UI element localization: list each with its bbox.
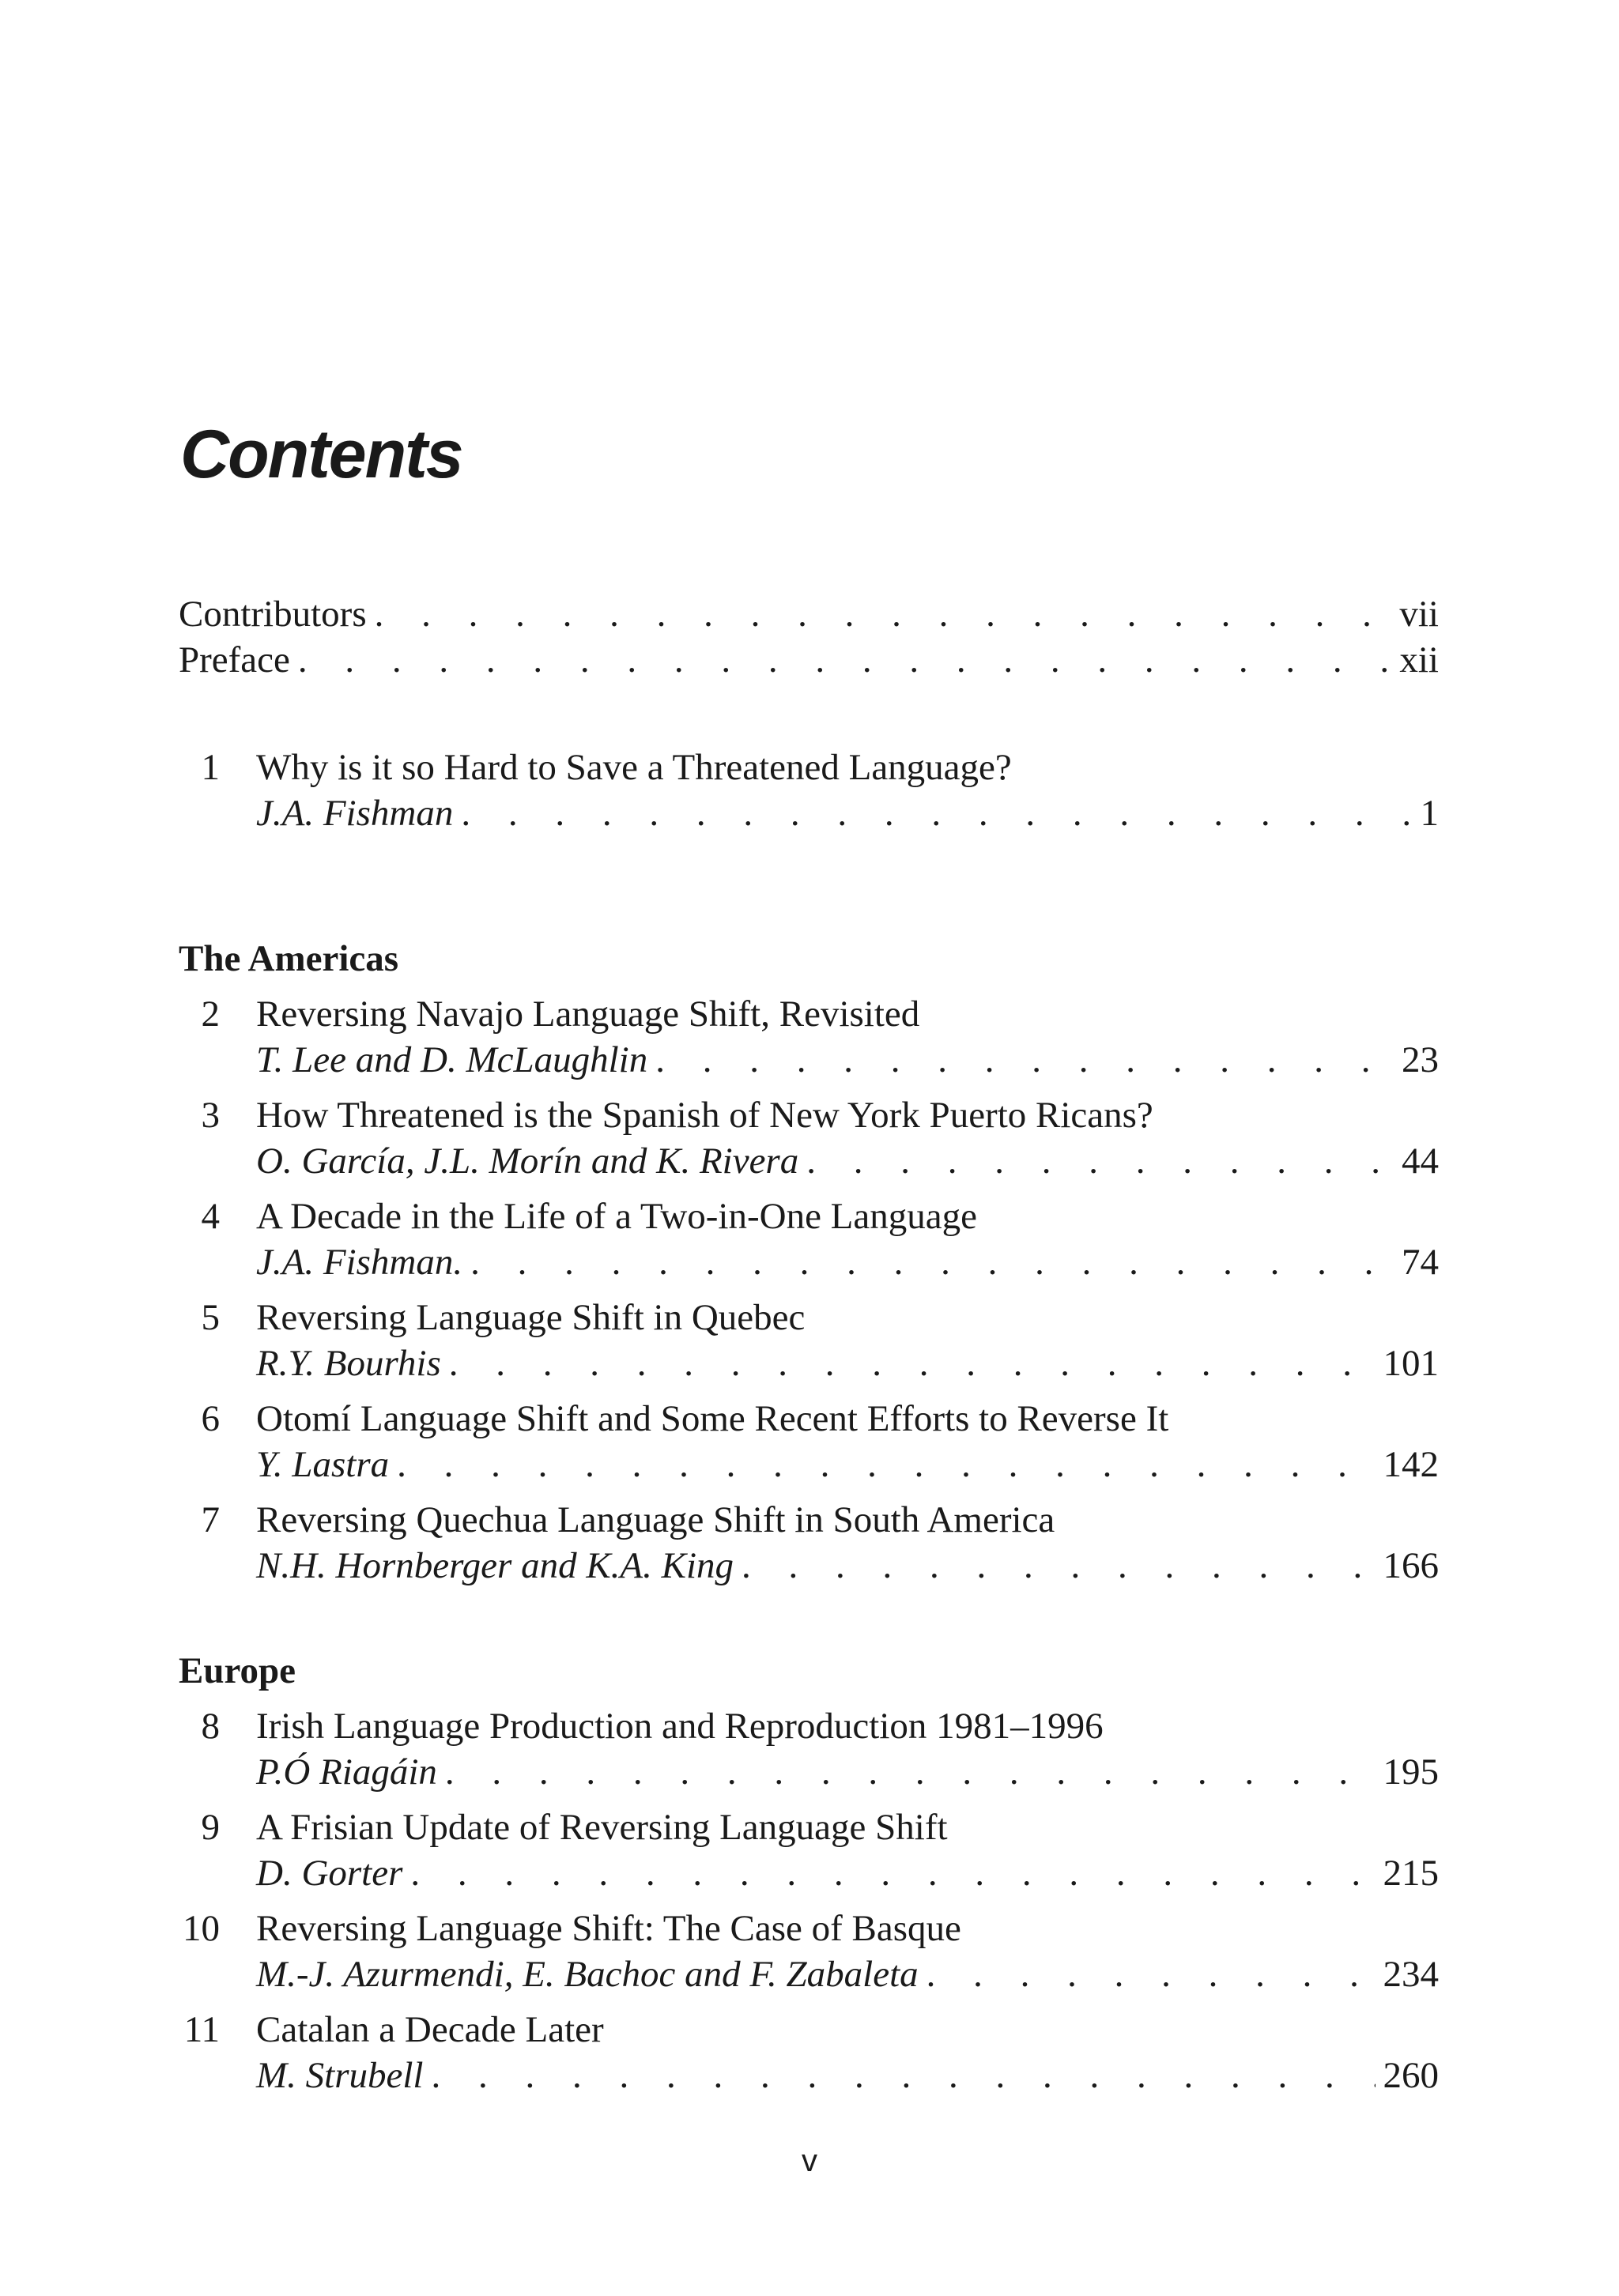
chapter-title: Reversing Navajo Language Shift, Revisited: [256, 993, 920, 1035]
dot-leader: [375, 591, 1392, 637]
chapter-title: A Frisian Update of Reversing Language Shift: [256, 1807, 948, 1848]
toc-entry-preface[interactable]: [179, 637, 1439, 683]
toc-chapter[interactable]: [179, 1804, 1439, 1896]
front-matter-list: [179, 591, 1439, 683]
chapter-number: 2: [201, 993, 220, 1035]
chapter-number: 6: [201, 1398, 220, 1439]
entry-label: Contributors: [179, 594, 367, 635]
page-folio: v: [802, 2143, 817, 2178]
chapter-author: M.-J. Azurmendi, E. Bachoc and F. Zabaleta: [256, 1954, 919, 1995]
chapter-author: M. Strubell: [256, 2055, 424, 2096]
chapter-list: [179, 991, 1439, 1589]
toc-chapter[interactable]: [179, 1703, 1439, 1795]
page-title: Contents: [180, 417, 462, 492]
dot-leader: [742, 1543, 1375, 1589]
chapter-page-number: 260: [1383, 2055, 1439, 2096]
toc-entry-contributors[interactable]: [179, 591, 1439, 637]
chapter-author: R.Y. Bourhis: [256, 1343, 441, 1384]
dot-leader: [298, 637, 1391, 683]
chapter-page-number: 44: [1402, 1140, 1439, 1182]
chapter-title: A Decade in the Life of a Two-in-One Language: [256, 1196, 977, 1237]
chapter-author: T. Lee and D. McLaughlin: [256, 1039, 648, 1080]
section-heading: The Americas: [179, 938, 399, 979]
chapter-author: J.A. Fishman: [256, 793, 454, 834]
entry-page-number: xii: [1399, 639, 1439, 681]
chapter-page-number: 23: [1402, 1039, 1439, 1080]
chapter-title: Irish Language Production and Reproduction 1981–1996: [256, 1706, 1104, 1747]
chapter-number: 3: [201, 1095, 220, 1136]
chapter-number: 7: [201, 1499, 220, 1540]
chapter-title: Why is it so Hard to Save a Threatened Language?: [256, 747, 1012, 788]
section-heading: Europe: [179, 1650, 296, 1691]
dot-leader: [449, 1340, 1376, 1386]
dot-leader: [470, 1239, 1394, 1285]
toc-chapter[interactable]: [179, 991, 1439, 1083]
chapter-page-number: 234: [1383, 1954, 1439, 1995]
dot-leader: [445, 1749, 1376, 1795]
chapter-number: 5: [201, 1297, 220, 1338]
chapter-1-entry: [179, 745, 1439, 846]
chapter-author: N.H. Hornberger and K.A. King: [256, 1545, 734, 1586]
chapter-page-number: 142: [1383, 1444, 1439, 1485]
chapter-title: Reversing Language Shift: The Case of Basque: [256, 1908, 961, 1949]
chapter-title: Reversing Quechua Language Shift in South America: [256, 1499, 1055, 1540]
entry-page-number: vii: [1399, 594, 1439, 635]
toc-chapter[interactable]: [179, 2007, 1439, 2098]
toc-chapter[interactable]: [179, 1295, 1439, 1386]
chapter-number: 4: [201, 1196, 220, 1237]
chapter-number: 11: [183, 2009, 220, 2050]
dot-leader: [431, 2053, 1375, 2098]
toc-chapter[interactable]: [179, 745, 1439, 836]
section-americas: [179, 936, 1439, 1598]
chapter-title: Catalan a Decade Later: [256, 2009, 604, 2050]
dot-leader: [410, 1850, 1375, 1896]
chapter-page-number: 166: [1383, 1545, 1439, 1586]
chapter-number: 9: [201, 1807, 220, 1848]
chapter-author: O. García, J.L. Morín and K. Rivera: [256, 1140, 799, 1182]
toc-chapter[interactable]: [179, 1396, 1439, 1487]
chapter-page-number: 74: [1402, 1242, 1439, 1283]
entry-label: Preface: [179, 639, 290, 681]
chapter-page-number: 195: [1383, 1751, 1439, 1793]
dot-leader: [806, 1138, 1394, 1184]
chapter-number: 10: [183, 1908, 220, 1949]
chapter-page-number: 101: [1383, 1343, 1439, 1384]
toc-chapter[interactable]: [179, 1092, 1439, 1184]
chapter-page-number: 1: [1420, 793, 1439, 834]
section-europe: [179, 1648, 1439, 2108]
chapter-author: Y. Lastra: [256, 1444, 390, 1485]
chapter-title: Reversing Language Shift in Quebec: [256, 1297, 806, 1338]
dot-leader: [397, 1442, 1375, 1487]
chapter-page-number: 215: [1383, 1853, 1439, 1894]
chapter-title: How Threatened is the Spanish of New York Puerto Ricans?: [256, 1095, 1153, 1136]
chapter-number: 1: [201, 747, 220, 788]
chapter-list: [179, 1703, 1439, 2098]
toc-chapter[interactable]: [179, 1193, 1439, 1285]
dot-leader: [655, 1037, 1394, 1083]
dot-leader: [461, 790, 1412, 836]
chapter-author: J.A. Fishman.: [256, 1242, 463, 1283]
dot-leader: [926, 1951, 1376, 1997]
chapter-number: 8: [201, 1706, 220, 1747]
chapter-author: D. Gorter: [256, 1853, 403, 1894]
chapter-author: P.Ó Riagáin: [256, 1751, 437, 1793]
toc-chapter[interactable]: [179, 1906, 1439, 1997]
toc-chapter[interactable]: [179, 1497, 1439, 1589]
chapter-title: Otomí Language Shift and Some Recent Efforts to Reverse It: [256, 1398, 1169, 1439]
